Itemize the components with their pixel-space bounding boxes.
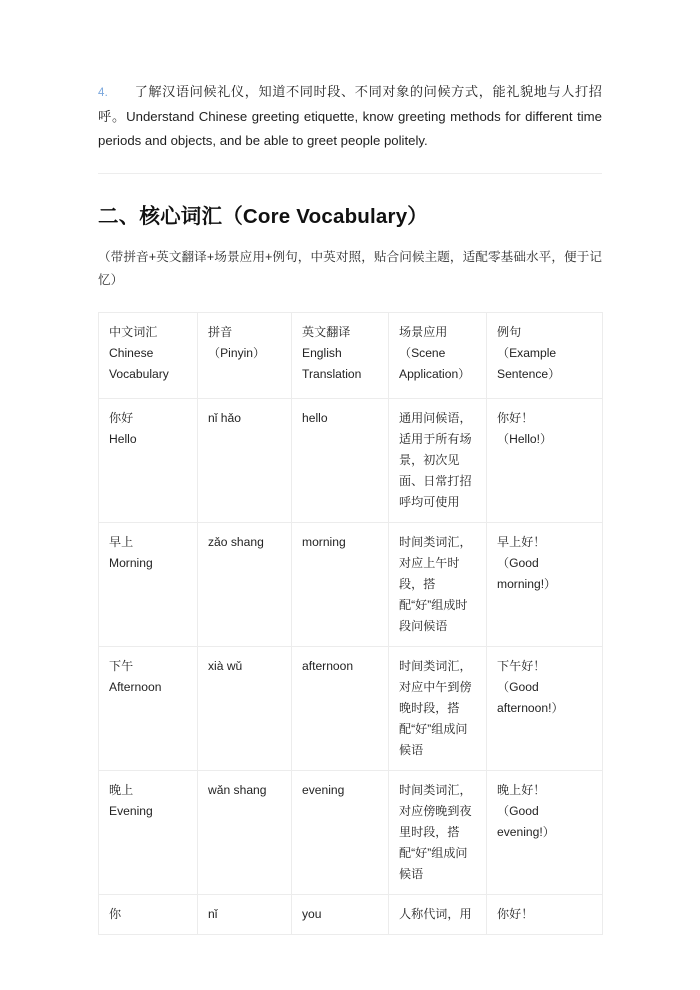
table-row bbox=[99, 895, 603, 935]
word-en: Hello bbox=[109, 432, 137, 446]
cell-example bbox=[487, 523, 603, 647]
word-zh: 早上 bbox=[109, 535, 134, 549]
cell-translation: you bbox=[292, 895, 389, 935]
table-row bbox=[99, 647, 603, 771]
cell-scene: 时间类词汇，对应中午到傍晚时段，搭配“好”组成问候语 bbox=[389, 647, 487, 771]
word-zh: 你好 bbox=[109, 411, 134, 425]
cell-pinyin: wǎn shang bbox=[198, 771, 292, 895]
word-zh: 下午 bbox=[109, 659, 134, 673]
cell-pinyin: zǎo shang bbox=[198, 523, 292, 647]
column-header-example-sentence bbox=[487, 313, 603, 399]
header-zh: 场景应用 bbox=[399, 325, 448, 339]
cell-scene: 时间类词汇，对应上午时段，搭配“好”组成时段问候语 bbox=[389, 523, 487, 647]
cell-vocabulary bbox=[99, 523, 198, 647]
example-zh: 早上好！ bbox=[497, 535, 546, 549]
objective-text: 了解汉语问候礼仪，知道不同时段、不同对象的问候方式，能礼貌地与人打招呼。Understand Chinese greeting etiquette, know greeting methods for different time periods and objects, and be able to greet people politely. bbox=[98, 84, 602, 148]
cell-scene: 人称代词，用 bbox=[389, 895, 487, 935]
table-row bbox=[99, 771, 603, 895]
column-header-chinese-vocabulary bbox=[99, 313, 198, 399]
example-zh: 你好！ bbox=[497, 907, 534, 921]
cell-scene: 通用问候语，适用于所有场景，初次见面、日常打招呼均可使用 bbox=[389, 399, 487, 523]
cell-translation: afternoon bbox=[292, 647, 389, 771]
cell-vocabulary bbox=[99, 771, 198, 895]
cell-example bbox=[487, 647, 603, 771]
cell-vocabulary bbox=[99, 647, 198, 771]
cell-pinyin: nǐ hǎo bbox=[198, 399, 292, 523]
column-header-scene-application bbox=[389, 313, 487, 399]
cell-scene: 时间类词汇，对应傍晚到夜里时段，搭配“好”组成问候语 bbox=[389, 771, 487, 895]
header-en: （Pinyin） bbox=[208, 346, 266, 360]
cell-example bbox=[487, 399, 603, 523]
table-body bbox=[99, 399, 603, 935]
example-en: （Hello!） bbox=[497, 432, 553, 446]
example-en: （Good morning!） bbox=[497, 556, 557, 591]
word-zh: 你 bbox=[109, 907, 122, 921]
header-zh: 英文翻译 bbox=[302, 325, 351, 339]
example-en: （Good afternoon!） bbox=[497, 680, 564, 715]
header-en: English Translation bbox=[302, 346, 362, 381]
cell-translation: evening bbox=[292, 771, 389, 895]
cell-vocabulary bbox=[99, 895, 198, 935]
list-marker-4: 4. bbox=[98, 87, 108, 99]
objective-paragraph bbox=[98, 80, 602, 153]
word-zh: 晚上 bbox=[109, 783, 134, 797]
cell-example bbox=[487, 895, 603, 935]
cell-example bbox=[487, 771, 603, 895]
header-zh: 中文词汇 bbox=[109, 325, 158, 339]
cell-translation: morning bbox=[292, 523, 389, 647]
cell-vocabulary bbox=[99, 399, 198, 523]
page-title: 二、核心词汇（Core Vocabulary） bbox=[98, 205, 428, 228]
header-zh: 拼音 bbox=[208, 325, 233, 339]
word-en: Morning bbox=[109, 556, 153, 570]
header-en: （Example Sentence） bbox=[497, 346, 561, 381]
section-divider bbox=[98, 173, 602, 174]
table-header bbox=[99, 313, 603, 399]
word-en: Afternoon bbox=[109, 680, 162, 694]
column-header-english-translation bbox=[292, 313, 389, 399]
table-header-row bbox=[99, 313, 603, 399]
table-row bbox=[99, 523, 603, 647]
cell-pinyin: nǐ bbox=[198, 895, 292, 935]
cell-translation: hello bbox=[292, 399, 389, 523]
header-zh: 例句 bbox=[497, 325, 522, 339]
cell-pinyin: xià wǔ bbox=[198, 647, 292, 771]
header-en: Chinese Vocabulary bbox=[109, 346, 169, 381]
core-vocabulary-table bbox=[98, 312, 603, 935]
header-en: （Scene Application） bbox=[399, 346, 471, 381]
example-zh: 下午好！ bbox=[497, 659, 546, 673]
learning-objective-block bbox=[98, 0, 602, 153]
example-zh: 你好！ bbox=[497, 411, 534, 425]
example-en: （Good evening!） bbox=[497, 804, 555, 839]
column-header-pinyin bbox=[198, 313, 292, 399]
example-zh: 晚上好！ bbox=[497, 783, 546, 797]
table-row bbox=[99, 399, 603, 523]
word-en: Evening bbox=[109, 804, 153, 818]
section-subtitle: （带拼音+英文翻译+场景应用+例句，中英对照，贴合问候主题，适配零基础水平，便于记忆） bbox=[98, 250, 602, 287]
